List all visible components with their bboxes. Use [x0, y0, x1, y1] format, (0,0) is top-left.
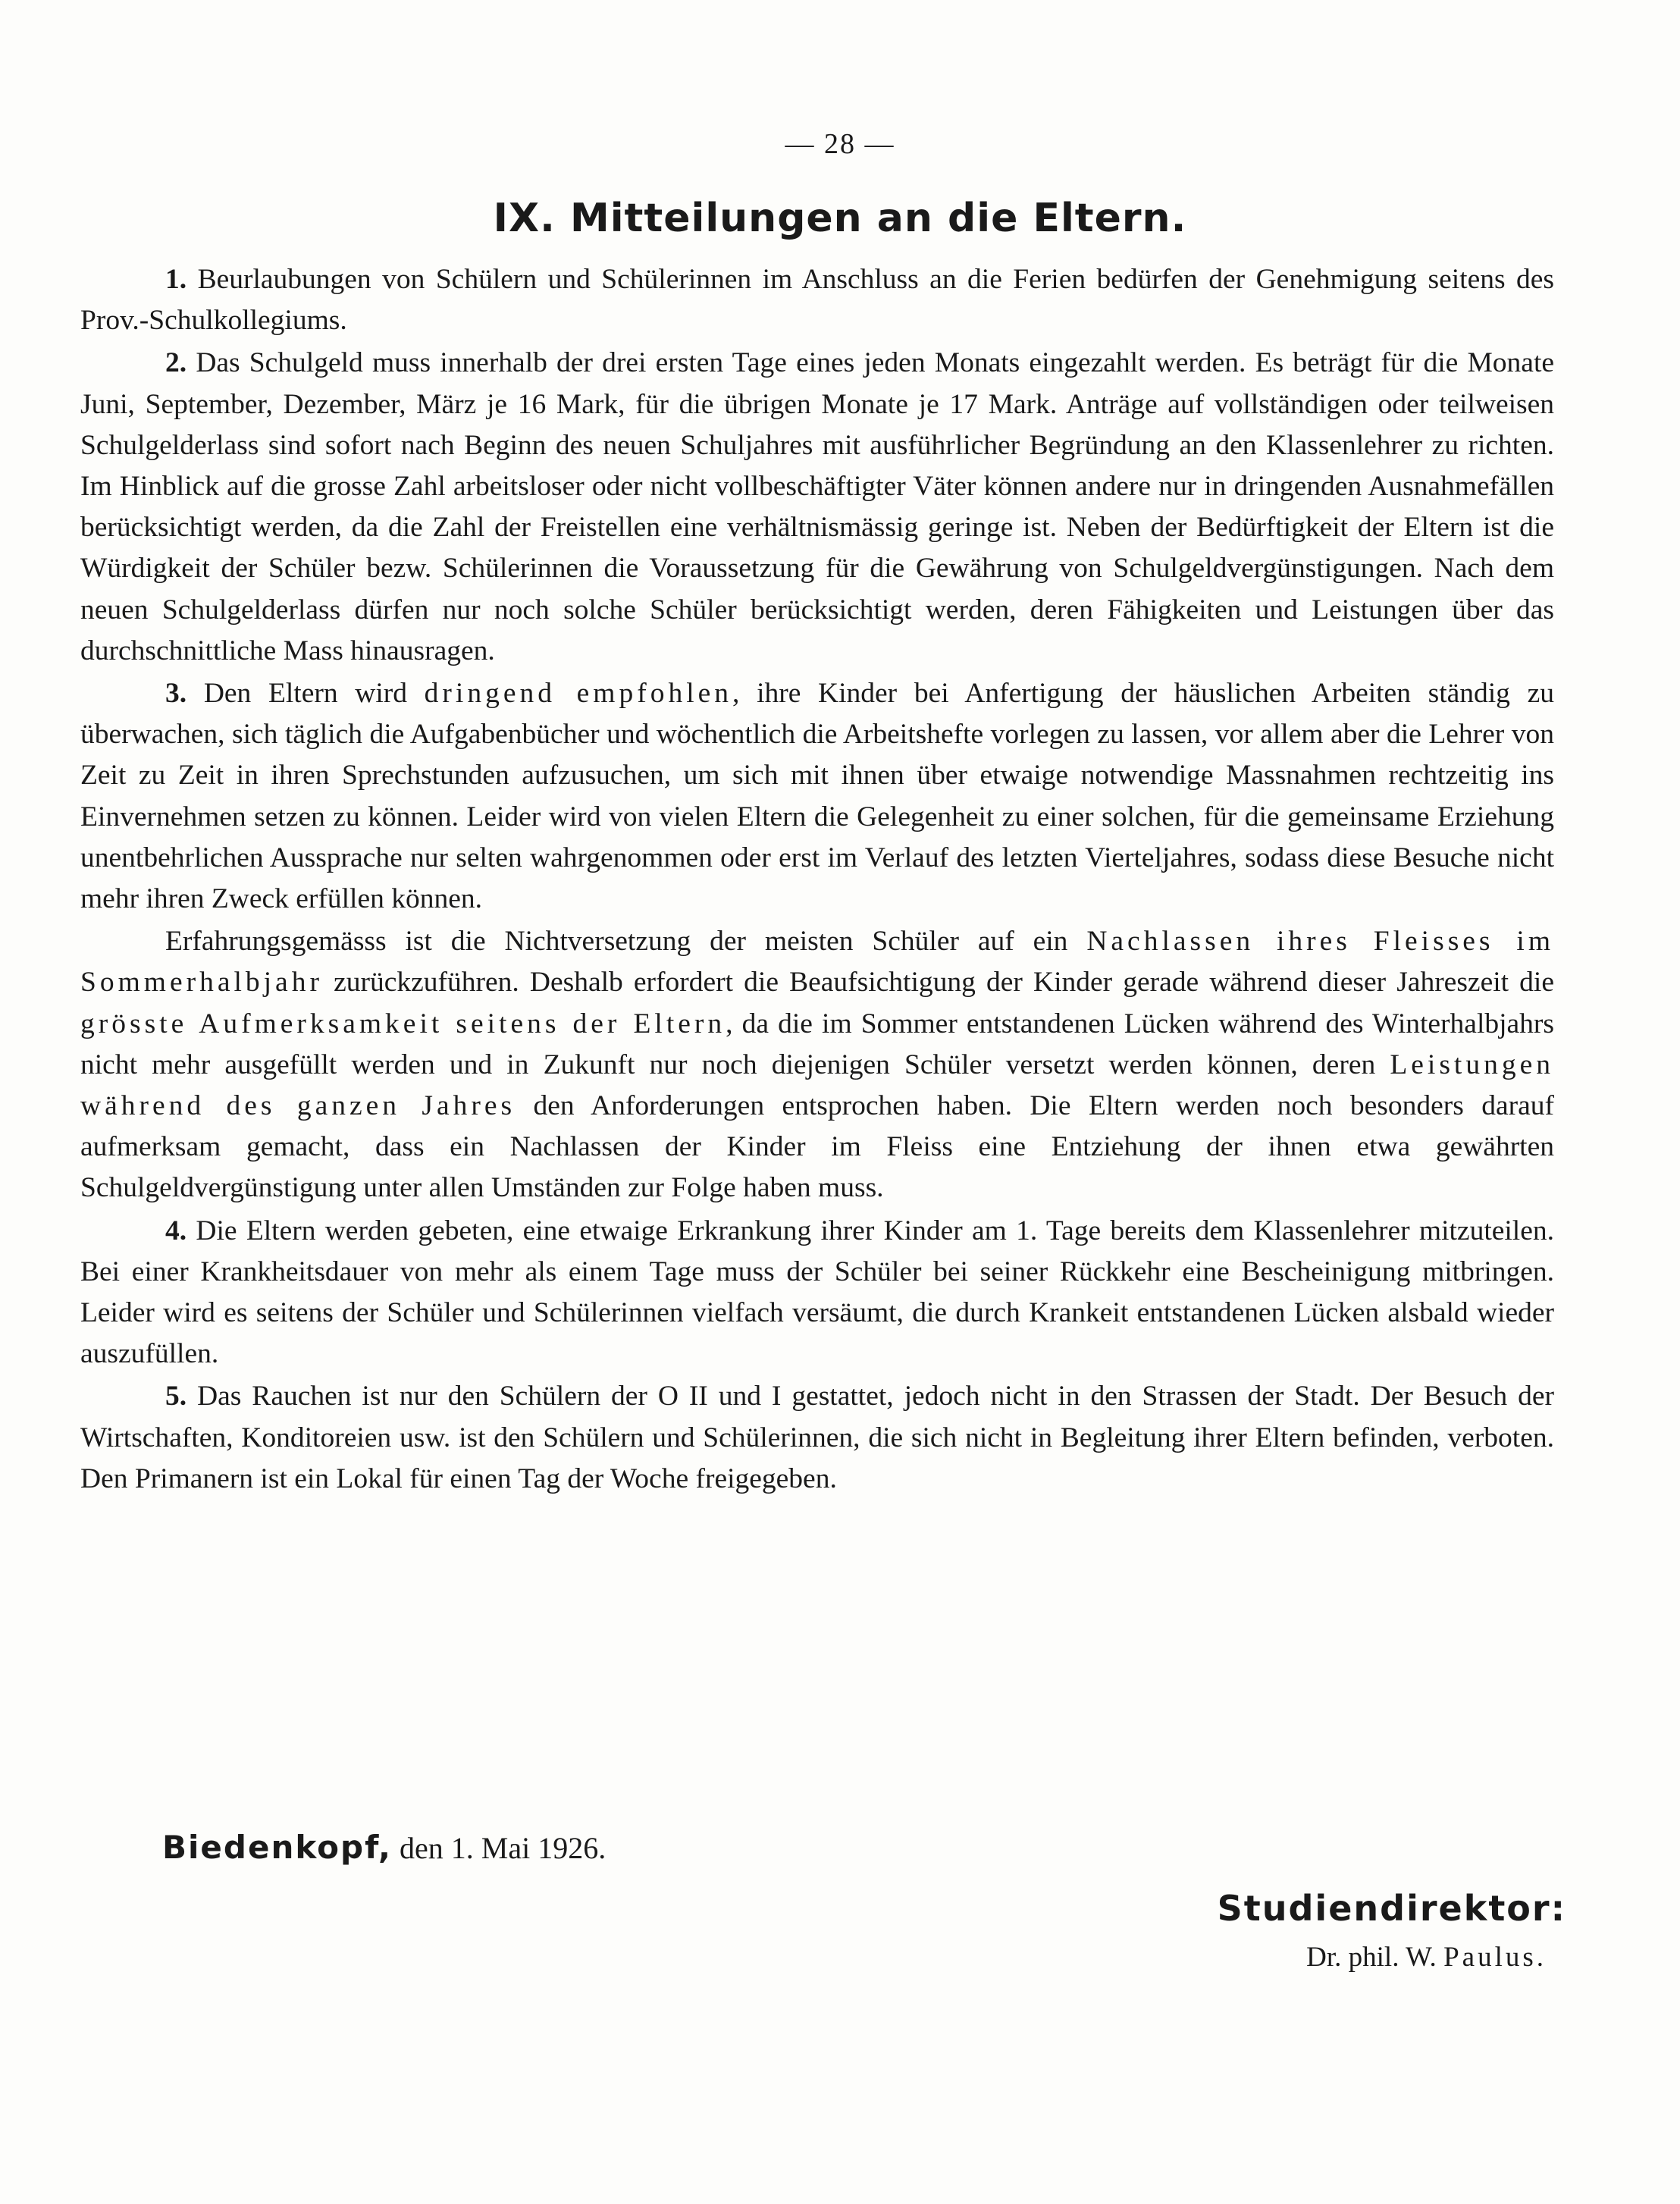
paragraph-text: Das Schulgeld muss innerhalb der drei ersten Tage eines jeden Monats eingezahlt werden. Es beträgt für die Monate Juni, September, Dezember, März je 16 Mark, für die übrigen Monate je 17 Mark. Anträge auf vollständigen oder teilweisen Schulgelderlass sind sofort nach Beginn des neuen Schuljahres mit ausführlicher Begründung an den Klassenlehrer zu richten. Im Hinblick auf die grosse Zahl arbeitsloser oder nicht vollbeschäftigter Väter können andere nur in dringenden Ausnahmefällen berücksichtigt werden, da die Zahl der Freistellen eine verhältnismässig geringe ist. Neben der Bedürftigkeit der Eltern ist die Würdigkeit der Schüler bezw. Schülerinnen die Voraussetzung für die Gewährung von Schulgeldvergünstigungen. Nach dem neuen Schulgelderlass dürfen nur noch solche Schüler berücksichtigt werden, deren Fähigkeiten und Leistungen über das durchschnittliche Mass hinausragen.: [80, 347, 1555, 666]
signatory-name: [1306, 1941, 1547, 1974]
place-date-line: [162, 1829, 606, 1866]
paragraph: [80, 921, 1554, 1209]
paragraph-text: , ihre Kinder bei Anfertigung der häuslichen Arbeiten ständig zu überwachen, sich täglich die Aufgabenbücher und wöchentlich die Arbeitshefte vorlegen zu lassen, vor allem aber die Lehrer von Zeit zu Zeit in ihren Sprechstunden aufzusuchen, um sich mit ihnen über etwaige notwendige Massnahmen rechtzeitig ins Einvernehmen setzen zu können. Leider wird von vielen Eltern die Gelegenheit zu einer solchen, für die gemeinsame Erziehung unentbehrlichen Aussprache nur selten wahrgenommen oder erst im Verlauf des letzten Vierteljahres, sodass diese Besuche nicht mehr ihren Zweck erfüllen können.: [80, 678, 1555, 915]
paragraph-text: Erfahrungsgemässs ist die Nichtversetzung der meisten Schüler auf ein: [165, 926, 1087, 958]
paragraph-number: 4.: [165, 1215, 187, 1246]
paragraph: [80, 343, 1554, 672]
emphasized-text: Leistungen während des ganzen Jahres: [80, 1049, 1554, 1122]
paragraph-text: zurückzuführen. Deshalb erfordert die Beaufsichtigung der Kinder gerade während dieser Jahreszeit die: [322, 967, 1554, 999]
signatory-name-prefix: Dr. phil. W.: [1306, 1942, 1437, 1973]
paragraph: [80, 1211, 1554, 1375]
emphasized-text: dringend empfohlen: [424, 678, 733, 710]
paragraph-number: 1.: [165, 264, 187, 295]
paragraph-text: Das Rauchen ist nur den Schülern der O II und I gestattet, jedoch nicht in den Strassen der Stadt. Der Besuch der Wirtschaften, Konditoreien usw. ist den Schülern und Schülerinnen, die sich nicht in Begleitung ihrer Eltern befinden, verboten. Den Primanern ist ein Lokal für einen Tag der Woche freigegeben.: [80, 1381, 1554, 1494]
page-number: — 28 —: [785, 128, 895, 160]
paragraph-text: Den Eltern wird: [203, 678, 425, 710]
paragraph-text: , da die im Sommer entstandenen Lücken während des Winterhalbjahrs nicht mehr ausgefüllt werden und in Zukunft nur noch diejenigen Schüler versetzt werden können, deren: [80, 1008, 1555, 1080]
paragraph-text: Beurlaubungen von Schülern und Schülerinnen im Anschluss an die Ferien bedürfen der Genehmigung seitens des Prov.-Schulkollegiums.: [80, 264, 1554, 337]
paragraph-number: 3.: [165, 678, 187, 710]
signatory-title: Studiendirektor:: [1217, 1888, 1566, 1929]
emphasized-text: Nachlassen ihres Fleisses im Sommerhalbjahr: [80, 926, 1554, 999]
signatory-surname: Paulus.: [1443, 1942, 1547, 1973]
paragraph-number: 2.: [165, 347, 187, 379]
section-heading: IX. Mitteilungen an die Eltern.: [493, 196, 1187, 241]
paragraph: [80, 259, 1554, 341]
paragraph-text: den Anforderungen entsprochen haben. Die Eltern werden noch besonders darauf aufmerksam gemacht, dass ein Nachlassen der Kinder im Fleiss eine Entziehung der ihnen etwa gewährten Schulgeldvergünstigung unter allen Umständen zur Folge haben muss.: [80, 1090, 1554, 1204]
date-text: den 1. Mai 1926.: [400, 1831, 606, 1865]
paragraph-number: 5.: [165, 1381, 187, 1412]
emphasized-text: grösste Aufmerksamkeit seitens der Eltern: [80, 1008, 726, 1039]
paragraph-text: Die Eltern werden gebeten, eine etwaige Erkrankung ihrer Kinder am 1. Tage bereits dem Klassenlehrer mitzuteilen. Bei einer Krankheitsdauer von mehr als einem Tage muss der Schüler bei seiner Rückkehr eine Bescheinigung mitbringen. Leider wird es seitens der Schüler und Schülerinnen vielfach versäumt, die durch Krankeit entstandenen Lücken alsbald wieder auszufüllen.: [80, 1215, 1554, 1370]
paragraph: [80, 673, 1554, 920]
place-name: Biedenkopf,: [162, 1829, 392, 1866]
paragraph: [80, 1376, 1554, 1500]
body-text: [80, 259, 1554, 1501]
